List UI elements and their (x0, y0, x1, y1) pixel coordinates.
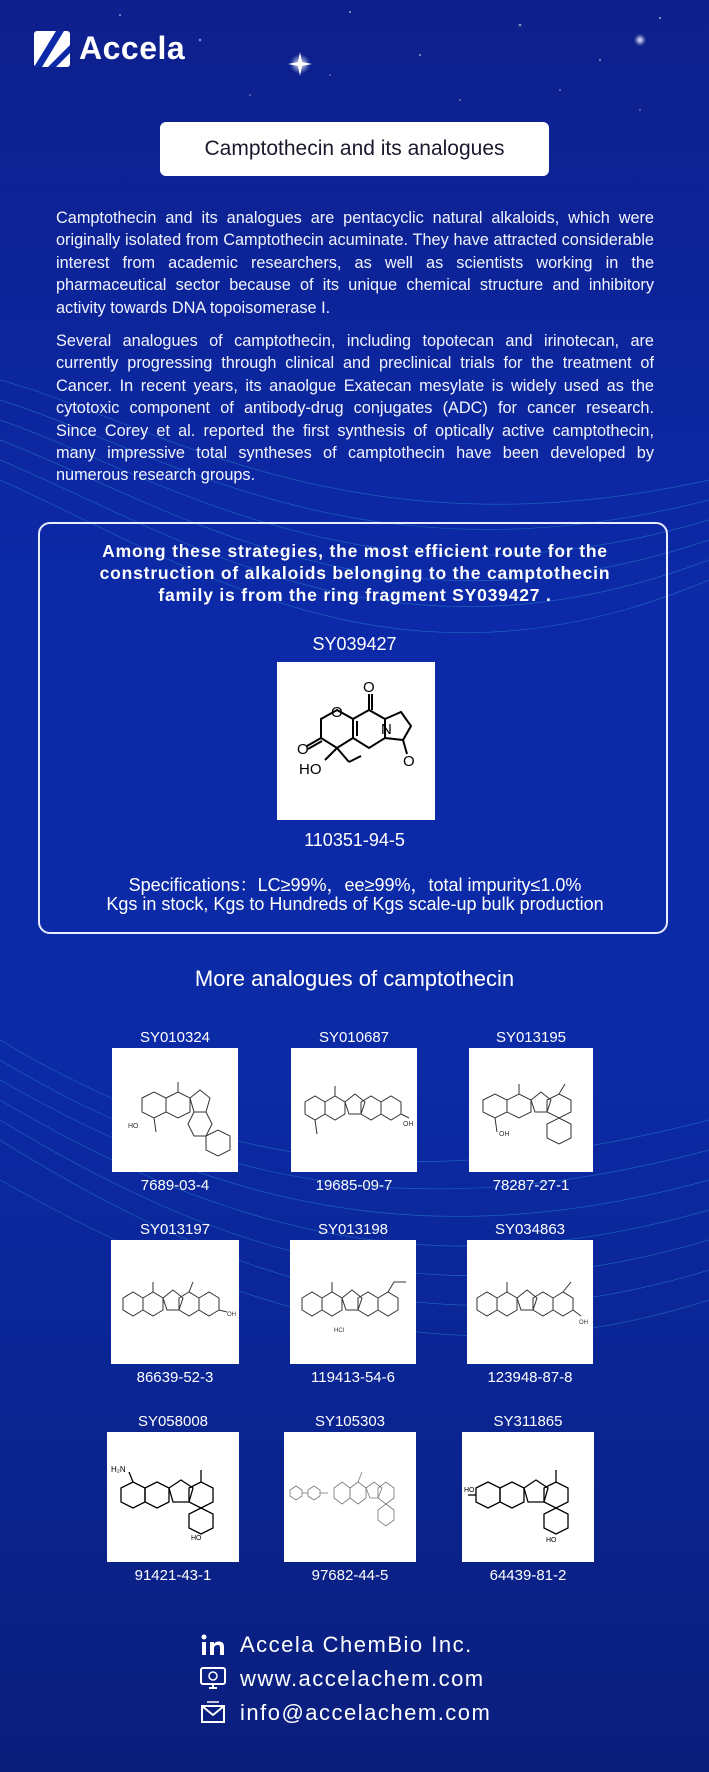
intro-paragraph-1: Camptothecin and its analogues are pentacyclic natural alkaloids, which were originally isolated from Camptothecin acuminate. They have attracted considerable interest from academic researchers, as well as scientists working in the pharmaceutical sector because of its unique chemical structure and inhibitory activity towards DNA topoisomerase I. (56, 209, 654, 317)
analogue-card (466, 1028, 596, 1196)
svg-text:HCl: HCl (334, 1328, 344, 1334)
struct-o-label-1: O (363, 679, 375, 696)
web-icon (200, 1666, 226, 1692)
analogue-card (106, 1412, 240, 1586)
brand-name: Accela (79, 30, 186, 66)
analogue-cas: 97682-44-5 (311, 1567, 389, 1584)
analogue-structure-image (290, 1240, 416, 1364)
analogue-card (283, 1412, 417, 1586)
analogue-cas: 86639-52-3 (136, 1369, 214, 1386)
analogue-structure-image (467, 1240, 593, 1364)
intro-paragraph-2: Several analogues of camptothecin, including topotecan and irinotecan, are currently progressing through clinical and preclinical trials for the treatment of Cancer. In recent years, its anaolgue Exatecan mesylate is widely used as the cytotoxic component of antibody-drug conjugates (ADC) for cancer research. Since Corey et al. reported the first synthesis of optically active camptothecin, many impressive total syntheses of camptothecin have been developed by numerous research groups. (56, 332, 654, 485)
svg-text:HO: HO (128, 1123, 139, 1130)
analogue-code: SY013197 (139, 1221, 211, 1238)
analogue-cas: 78287-27-1 (492, 1177, 570, 1194)
analogue-structure-image (107, 1432, 239, 1562)
analogue-code: SY034863 (494, 1221, 566, 1238)
struct-o-label-2: O (331, 704, 343, 721)
page-title: Camptothecin and its analogues (204, 137, 505, 160)
analogue-structure-image (284, 1432, 416, 1562)
analogue-code: SY013195 (495, 1029, 567, 1046)
spec-line-2: Kgs in stock, Kgs to Hundreds of Kgs scale-up bulk production (106, 894, 604, 914)
svg-text:OH: OH (579, 1320, 588, 1326)
analogue-code: SY058008 (137, 1413, 209, 1430)
contact-email[interactable] (200, 1700, 491, 1726)
feature-product-code: SY039427 (312, 634, 397, 654)
svg-text:OH: OH (403, 1121, 414, 1128)
section-title-analogues: More analogues of camptothecin (194, 966, 515, 991)
analogue-card (289, 1028, 419, 1196)
brand-logo (34, 30, 185, 67)
analogue-structure-image (469, 1048, 593, 1172)
struct-o-label-4: O (403, 753, 415, 770)
email-link[interactable]: info@accelachem.com (240, 1700, 492, 1725)
logo-mark-icon (34, 31, 70, 67)
analogue-cas: 19685-09-7 (315, 1177, 393, 1194)
analogue-structure-image (112, 1048, 238, 1172)
analogue-code: SY013198 (317, 1221, 389, 1238)
analogue-card (465, 1220, 595, 1388)
analogue-cas: 119413-54-6 (311, 1369, 395, 1386)
analogue-cas: 91421-43-1 (134, 1567, 212, 1584)
page-title-box (160, 122, 549, 176)
spec-line-1: Specifications：LC≥99%，ee≥99%，total impurity≤1.0% (128, 875, 582, 895)
analogue-code: SY010324 (139, 1029, 211, 1046)
main-structure-image (277, 662, 435, 820)
analogue-code: SY105303 (314, 1413, 386, 1430)
analogue-structure-image (111, 1240, 239, 1364)
company-name: Accela ChemBio Inc. (240, 1632, 473, 1657)
svg-text:HO: HO (191, 1535, 202, 1542)
contact-website[interactable] (200, 1666, 485, 1692)
analogue-cas: 123948-87-8 (487, 1369, 573, 1386)
feature-intro-text: Among these strategies, the most efficient route for the construction of alkaloids belonging to the camptothecin family is from the ring fragment SY039427 . (99, 541, 611, 605)
email-icon (200, 1700, 226, 1726)
analogue-card (110, 1220, 240, 1388)
linkedin-icon (200, 1632, 226, 1658)
analogue-structure-image (291, 1048, 417, 1172)
analogue-card (461, 1412, 595, 1586)
struct-oh-label: HO (299, 761, 322, 778)
feature-cas-number: 110351-94-5 (304, 830, 405, 850)
analogue-code: SY010687 (318, 1029, 390, 1046)
analogue-card (110, 1028, 240, 1196)
analogue-structure-image (462, 1432, 594, 1562)
analogue-card (288, 1220, 418, 1388)
analogue-cas: 64439-81-2 (489, 1567, 567, 1584)
svg-text:OH: OH (227, 1312, 236, 1318)
svg-text:HO: HO (464, 1487, 475, 1494)
svg-text:H₂N: H₂N (111, 1465, 126, 1474)
svg-text:OH: OH (499, 1131, 510, 1138)
struct-o-label-3: O (297, 741, 309, 758)
website-link[interactable]: www.accelachem.com (240, 1666, 485, 1691)
analogue-cas: 7689-03-4 (140, 1177, 210, 1194)
struct-n-label: N (381, 721, 392, 738)
svg-text:HO: HO (546, 1537, 557, 1544)
analogue-code: SY311865 (493, 1413, 563, 1430)
contact-company (200, 1632, 473, 1658)
